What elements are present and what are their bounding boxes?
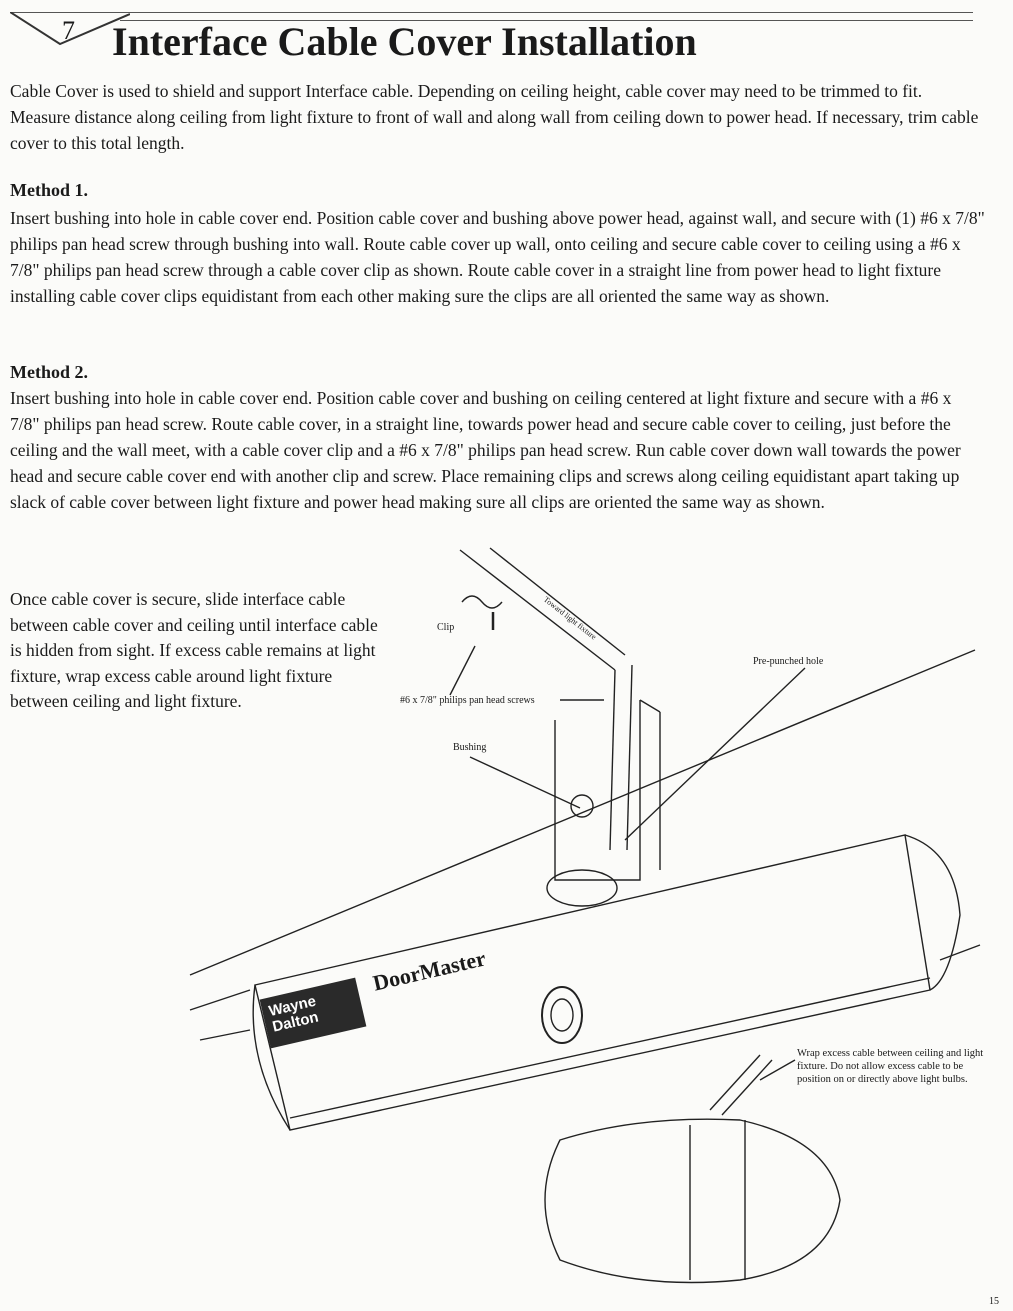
method2-heading: Method 2. — [10, 362, 88, 382]
label-clip: Clip — [437, 622, 455, 633]
page-number: 15 — [989, 1296, 999, 1307]
wrap-note: Wrap excess cable between ceiling and light fixture. Do not allow excess cable to be position on or directly above light bulbs. — [797, 1048, 984, 1085]
label-bushing: Bushing — [453, 742, 487, 753]
product-logo: DoorMaster — [370, 945, 489, 996]
method2-body: Insert bushing into hole in cable cover end. Position cable cover and bushing on ceiling centered at light fixture and secure with a #6 x 7/8" philips pan head screw. Route cable cover, in a straight line, towards power head and secure cable cover to ceiling, just before the ceiling and the wall meet, with a cable cover clip and a #6 x 7/8" philips pan head screw. Run cable cover down wall towards the power head and secure cable cover end with another clip and screw. Place remaining clips and screws along ceiling equidistant apart taking up slack of cable cover between light fixture and power head making sure all clips are oriented the same way as shown. — [10, 388, 961, 512]
brand-logo: Wayne Dalton — [267, 992, 321, 1036]
page-title: Interface Cable Cover Installation — [112, 19, 697, 64]
step-number: 7 — [62, 16, 75, 45]
method1-heading: Method 1. — [10, 180, 88, 200]
final-note: Once cable cover is secure, slide interface cable between cable cover and ceiling until interface cable is hidden from sight. If excess cable remains at light fixture, wrap excess cable around light fixture between ceiling and light fixture. — [10, 589, 378, 711]
label-direction: Toward light fixture — [541, 594, 599, 642]
label-hole: Pre-punched hole — [753, 656, 824, 667]
label-screws: #6 x 7/8" philips pan head screws — [400, 695, 535, 706]
intro-paragraph: Cable Cover is used to shield and support Interface cable. Depending on ceiling height, cable cover may need to be trimmed to fit. Measure distance along ceiling from light fixture to front of wall and along wall from ceiling down to power head. If necessary, trim cable cover to this total length. — [10, 81, 979, 153]
method1-body: Insert bushing into hole in cable cover end. Position cable cover and bushing above power head, against wall, and secure with (1) #6 x 7/8" philips pan head screw through bushing into wall. Route cable cover up wall, onto ceiling and secure cable cover to ceiling using a #6 x 7/8" philips pan head screw through a cable cover clip as shown. Route cable cover in a straight line from power head to light fixture installing cable cover clips equidistant from each other making sure the clips are all oriented the same way as shown. — [10, 208, 985, 306]
